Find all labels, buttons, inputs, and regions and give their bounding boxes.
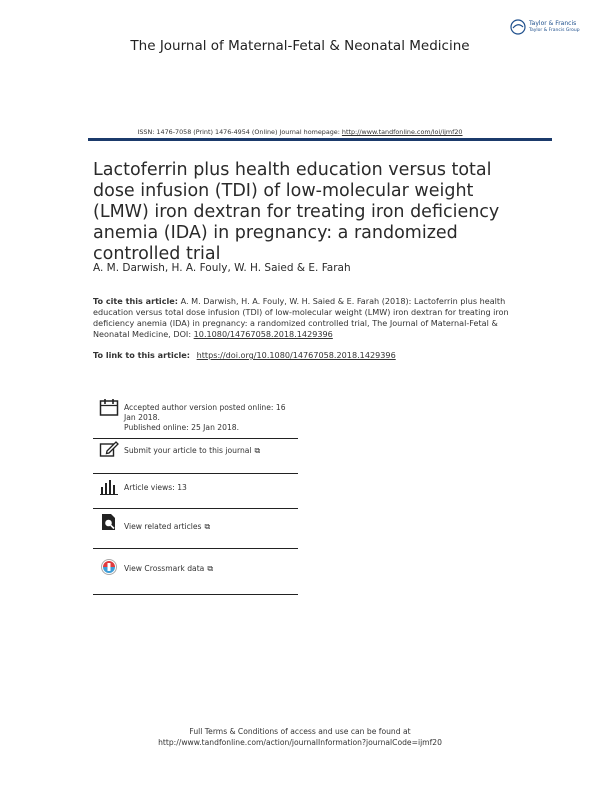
bar-chart-icon <box>99 478 119 496</box>
panel-row-related[interactable] <box>93 508 298 549</box>
panel-row-crossmark[interactable] <box>93 548 298 595</box>
related-articles-link[interactable]: View related articles <box>124 522 202 531</box>
panel-row-dates <box>93 396 298 439</box>
journal-title: The Journal of Maternal-Fetal & Neonatal Medicine <box>130 38 470 54</box>
header-rule <box>88 138 552 141</box>
search-document-icon <box>99 513 119 531</box>
crossmark-link[interactable]: View Crossmark data <box>124 564 205 573</box>
link-label: To link to this article: <box>93 350 191 360</box>
calendar-icon <box>99 398 119 416</box>
issn-text: ISSN: 1476-7058 (Print) 1476-4954 (Online) Journal homepage: <box>137 128 340 136</box>
accepted-date: Accepted author version posted online: 16 Jan 2018. <box>124 403 286 422</box>
external-link-icon: ⧉ <box>207 564 214 573</box>
journal-homepage-link[interactable]: http://www.tandfonline.com/loi/ijmf20 <box>341 128 463 136</box>
published-date: Published online: 25 Jan 2018. <box>124 423 240 432</box>
article-link <box>93 350 396 360</box>
article-views: Article views: 13 <box>124 483 187 492</box>
article-doi-url[interactable]: https://doi.org/10.1080/14767058.2018.1429396 <box>196 350 396 360</box>
publisher-name: Taylor & Francis <box>529 20 577 27</box>
publisher-logo <box>510 18 582 36</box>
citation <box>93 296 511 340</box>
citation-doi-link[interactable]: 10.1080/14767058.2018.1429396 <box>193 329 333 339</box>
panel-row-submit[interactable] <box>93 438 298 474</box>
article-authors: A. M. Darwish, H. A. Fouly, W. H. Saied & E. Farah <box>93 262 351 274</box>
info-panel <box>93 396 298 596</box>
crossmark-icon <box>99 558 119 576</box>
citation-text: A. M. Darwish, H. A. Fouly, W. H. Saied & E. Farah (2018): Lactoferrin plus health education versus total dose infusion (TDI) of low-molecular weight (LMW) iron dextran for treating iron deficiency anemia (IDA) in pregnancy: a randomized controlled trial, The Journal of Maternal-Fetal & Neonatal Medicine, DOI: <box>93 296 509 339</box>
footer <box>0 726 600 748</box>
publisher-sub: Taylor & Francis Group <box>529 28 580 33</box>
edit-icon <box>99 440 119 458</box>
submit-article-link[interactable]: Submit your article to this journal <box>124 446 252 455</box>
article-title: Lactoferrin plus health education versus total dose infusion (TDI) of low-molecular weight (LMW) iron dextran for treating iron deficiency anemia (IDA) in pregnancy: a randomized controlled trial <box>93 160 500 264</box>
external-link-icon: ⧉ <box>254 446 261 455</box>
panel-row-views <box>93 473 298 509</box>
footer-url[interactable]: http://www.tandfonline.com/action/journalInformation?journalCode=ijmf20 <box>158 738 442 747</box>
citation-label: To cite this article: <box>93 296 179 306</box>
footer-terms: Full Terms & Conditions of access and use can be found at <box>189 727 411 736</box>
external-link-icon: ⧉ <box>204 522 211 531</box>
issn-line <box>0 128 600 136</box>
taylor-francis-logo-icon <box>510 19 526 35</box>
